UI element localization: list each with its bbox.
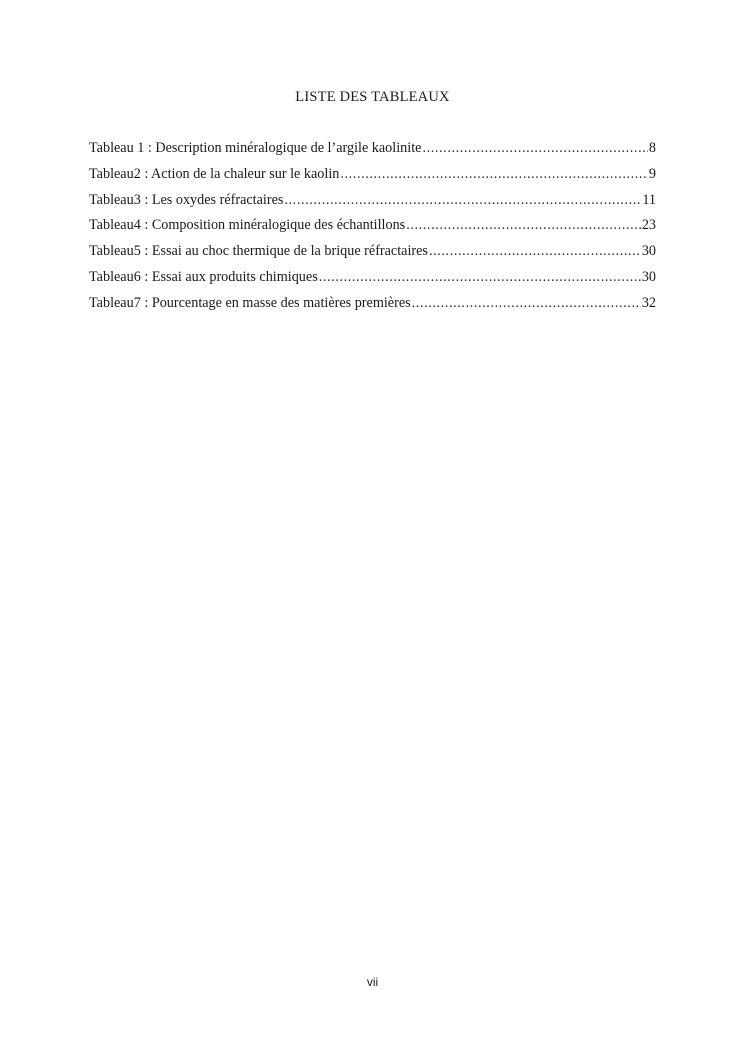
dot-leader <box>429 243 641 260</box>
toc-entry[interactable] <box>89 243 656 269</box>
toc-entry-page: 8 <box>648 140 656 156</box>
toc-entry-page: 32 <box>641 294 656 311</box>
toc-entry-page: 23 <box>641 217 656 234</box>
toc-entry-label: Tableau3 : Les oxydes réfractaires <box>89 191 284 208</box>
toc-entry-label: Tableau4 : Composition minéralogique des échantillons <box>89 217 406 234</box>
dot-leader <box>340 166 648 183</box>
toc-entry[interactable] <box>89 140 656 166</box>
dot-leader <box>319 269 641 286</box>
toc-entry[interactable] <box>89 217 656 243</box>
toc-entry-label: Tableau7 : Pourcentage en masse des matières premières <box>89 294 411 311</box>
dot-leader <box>406 217 641 234</box>
toc-entry-label: Tableau 1 : Description minéralogique de l’argile kaolinite <box>89 140 422 156</box>
toc-entry[interactable] <box>89 166 656 192</box>
toc-entry-label: Tableau6 : Essai aux produits chimiques <box>89 268 318 285</box>
table-of-tables-list <box>89 140 656 321</box>
toc-entry-label: Tableau5 : Essai au choc thermique de la brique réfractaires <box>89 243 428 260</box>
page-title: LISTE DES TABLEAUX <box>295 89 450 105</box>
toc-entry-page: 9 <box>648 165 656 182</box>
toc-entry-page: 30 <box>641 243 656 260</box>
dot-leader <box>422 140 647 157</box>
toc-entry-page: 11 <box>642 191 656 208</box>
dot-leader <box>412 295 641 312</box>
dot-leader <box>284 192 641 209</box>
toc-entry-page: 30 <box>641 268 656 285</box>
toc-entry[interactable] <box>89 295 656 321</box>
toc-entry[interactable] <box>89 192 656 218</box>
page-number: vii <box>366 975 379 989</box>
toc-entry[interactable] <box>89 269 656 295</box>
toc-entry-label: Tableau2 : Action de la chaleur sur le kaolin <box>89 165 340 182</box>
